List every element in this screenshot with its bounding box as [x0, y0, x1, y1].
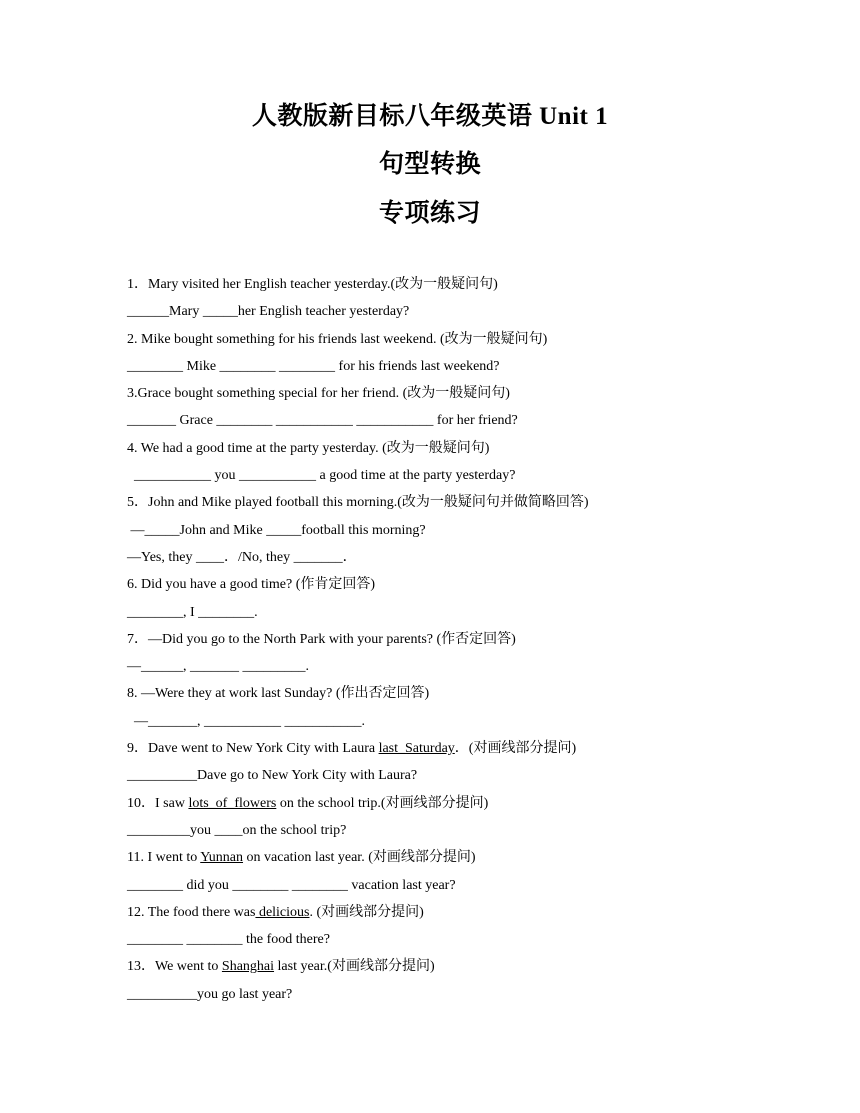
exercise-line: [127, 680, 827, 707]
exercise-text: ．(对画线部分提问): [454, 741, 577, 757]
exercise-text: on the school trip.(对画线部分提问): [276, 795, 489, 811]
exercise-text: last year.(对画线部分提问): [274, 959, 435, 975]
exercise-text: 2. Mike bought something for his friends last weekend. (改为一般疑问句): [127, 331, 548, 347]
exercise-line: [127, 735, 827, 762]
exercise-text: 4. We had a good time at the party yesterday. (改为一般疑问句): [127, 440, 490, 456]
exercise-text: 5．John and Mike played football this morning.(改为一般疑问句并做简略回答): [127, 495, 589, 511]
underlined-text: delicious: [255, 904, 310, 920]
exercise-text: 10．I saw: [127, 795, 189, 811]
exercise-text: —______, _______ _________.: [127, 659, 309, 675]
exercise-text: 3.Grace bought something special for her friend. (改为一般疑问句): [127, 386, 510, 402]
exercise-line: [127, 653, 827, 680]
exercise-text: ___________ you ___________ a good time at the party yesterday?: [127, 468, 516, 484]
exercise-text: 1．Mary visited her English teacher yesterday.(改为一般疑问句): [127, 277, 498, 292]
exercise-text: ________ Mike ________ ________ for his friends last weekend?: [127, 358, 500, 374]
exercise-line: [127, 571, 827, 598]
exercise-text: ________, I ________.: [127, 604, 258, 620]
exercise-line: [127, 326, 827, 353]
exercise-line: [127, 762, 827, 789]
exercise-text: —Yes, they ____．/No, they _______．: [127, 549, 357, 565]
document-subtitle: 句型转换: [378, 151, 481, 178]
document-title: 人教版新目标八年级英语 Unit 1: [251, 103, 609, 130]
exercise-text: __________you go last year?: [127, 986, 293, 1002]
exercise-text: _______ Grace ________ ___________ ___________ for her friend?: [127, 413, 518, 429]
exercise-line: [127, 599, 827, 626]
exercise-line: [127, 981, 827, 1008]
exercise-line: [127, 953, 827, 980]
exercise-line: [127, 790, 827, 817]
exercise-line: [127, 844, 827, 871]
exercise-line: [127, 872, 827, 899]
exercise-text: —_____John and Mike _____football this morning?: [127, 522, 426, 538]
exercise-line: [127, 926, 827, 953]
exercise-line: [127, 544, 827, 571]
exercise-line: [127, 817, 827, 844]
exercise-line: [127, 626, 827, 653]
exercise-line: [127, 517, 827, 544]
exercise-line: [127, 435, 827, 462]
exercise-line: [127, 489, 827, 516]
exercise-text: on vacation last year. (对画线部分提问): [243, 850, 476, 866]
exercise-text: . (对画线部分提问): [309, 904, 424, 920]
exercise-text: 11. I went to: [127, 850, 201, 866]
exercise-line: [127, 708, 827, 735]
exercise-line: [127, 298, 827, 325]
exercise-text: __________Dave go to New York City with Laura?: [127, 768, 418, 784]
exercise-text: 8. —Were they at work last Sunday? (作出否定回答): [127, 686, 430, 702]
exercise-list: [127, 271, 827, 1008]
exercise-text: 9．Dave went to New York City with Laura: [127, 741, 379, 757]
underlined-text: Shanghai: [221, 959, 275, 975]
exercise-line: [127, 462, 827, 489]
exercise-text: 12. The food there was: [127, 904, 256, 920]
exercise-text: 7．—Did you go to the North Park with your parents? (作否定回答): [127, 631, 516, 647]
exercise-line: [127, 407, 827, 434]
exercise-text: ________ did you ________ ________ vacation last year?: [127, 877, 456, 893]
document-subtitle-2: 专项练习: [378, 200, 481, 227]
exercise-text: 13．We went to: [127, 959, 222, 975]
exercise-line: [127, 899, 827, 926]
underlined-text: Yunnan: [200, 850, 244, 866]
exercise-text: ______Mary _____her English teacher yesterday?: [127, 304, 410, 320]
underlined-text: last_Saturday: [378, 741, 455, 757]
exercise-line: [127, 380, 827, 407]
exercise-text: ________ ________ the food there?: [127, 932, 330, 948]
exercise-text: 6. Did you have a good time? (作肯定回答): [127, 577, 376, 593]
exercise-text: —_______, ___________ ___________.: [127, 713, 365, 729]
exercise-line: [127, 353, 827, 380]
underlined-text: lots_of_flowers: [188, 795, 277, 811]
exercise-text: _________you ____on the school trip?: [127, 822, 347, 838]
exercise-line: [127, 271, 827, 298]
